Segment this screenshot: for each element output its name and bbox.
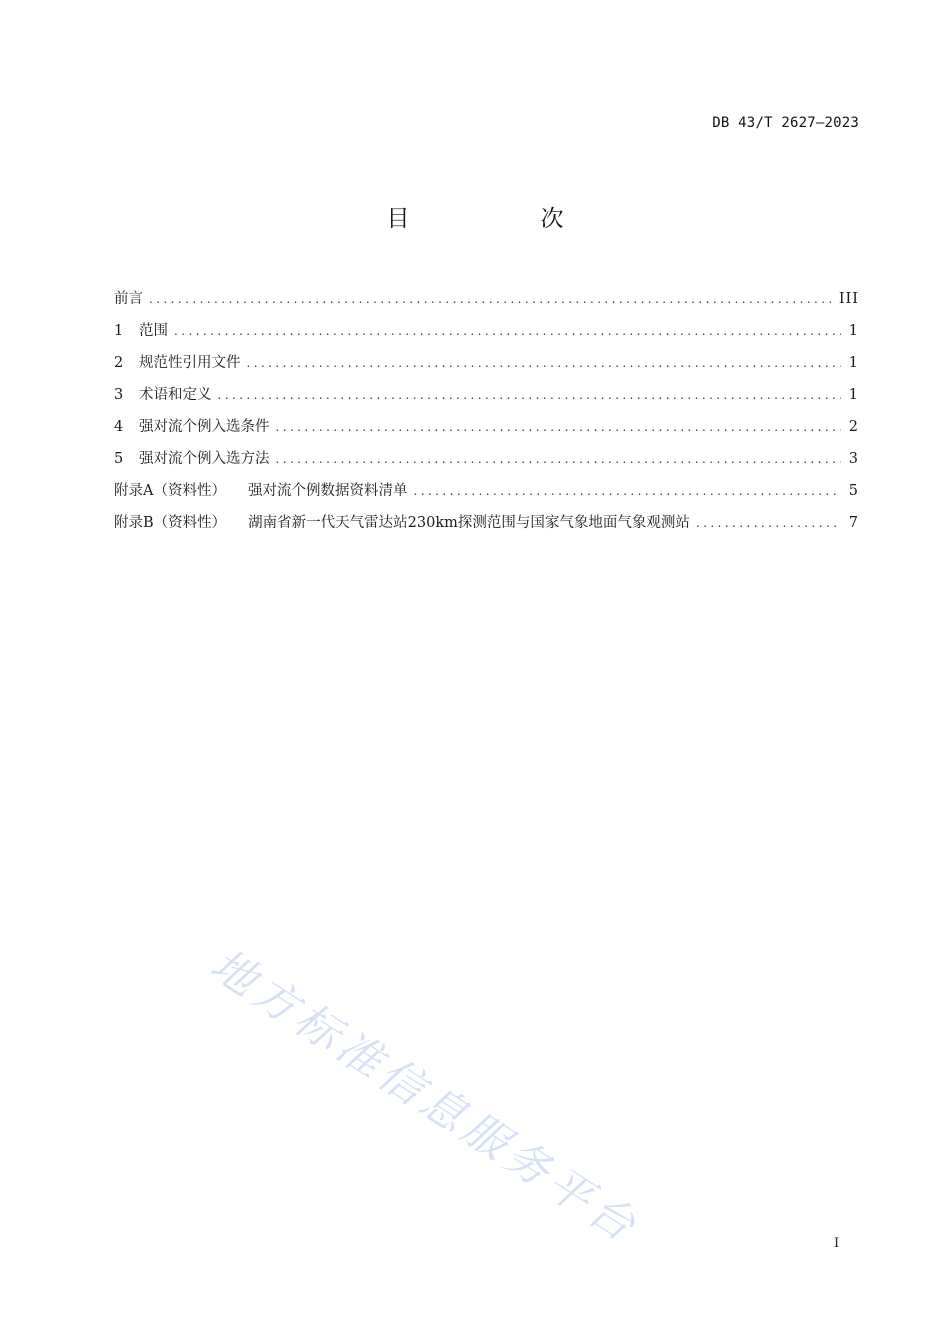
- toc-entry-number: 4: [114, 419, 124, 435]
- toc-entry-text: 范围: [139, 323, 168, 339]
- toc-dot-leader: [149, 292, 831, 306]
- toc-entry-5[interactable]: [114, 447, 859, 479]
- toc-entry-text: 规范性引用文件: [139, 355, 241, 371]
- toc-entry-text: 强对流个例数据资料清单: [247, 483, 408, 499]
- toc-entry-page: 1: [848, 323, 859, 339]
- toc-entry-page: III: [838, 291, 859, 307]
- toc-entry-number: 2: [114, 355, 124, 371]
- toc-entry-foreword[interactable]: [114, 287, 859, 319]
- page-title: 目 次: [386, 206, 618, 232]
- toc-entry-number: 5: [114, 451, 124, 467]
- toc-entry-3[interactable]: [114, 383, 859, 415]
- document-code: DB 43/T 2627—2023: [712, 115, 859, 131]
- watermark: 地方标准信息服务平台: [201, 939, 649, 1255]
- toc-appendix-label: 附录A（资料性）: [114, 483, 226, 499]
- toc-entry-page: 1: [848, 387, 859, 403]
- toc-appendix-label: 附录B（资料性）: [114, 515, 227, 531]
- toc-entry-text: 湖南省新一代天气雷达站230km探测范围与国家气象地面气象观测站: [248, 515, 690, 531]
- toc-dot-leader: [276, 420, 841, 434]
- page-number: I: [834, 1236, 840, 1251]
- toc-dot-leader: [276, 452, 841, 466]
- toc-dot-leader: [413, 484, 840, 498]
- toc-dot-leader: [247, 356, 841, 370]
- toc-entry-appendix-a[interactable]: [114, 479, 859, 511]
- toc-entry-text: 术语和定义: [139, 387, 212, 403]
- toc-entry-2[interactable]: [114, 351, 859, 383]
- toc-entry-text: 强对流个例入选条件: [139, 419, 270, 435]
- toc-dot-leader: [218, 388, 841, 402]
- table-of-contents: [114, 287, 859, 543]
- toc-dot-leader: [696, 516, 841, 530]
- toc-entry-page: 3: [848, 451, 859, 467]
- toc-entry-page: 7: [848, 515, 859, 531]
- toc-dot-leader: [174, 324, 841, 338]
- toc-entry-page: 5: [848, 483, 859, 499]
- toc-entry-text: 前言: [114, 291, 143, 307]
- toc-entry-4[interactable]: [114, 415, 859, 447]
- toc-entry-appendix-b[interactable]: [114, 511, 859, 543]
- toc-entry-page: 1: [848, 355, 859, 371]
- toc-entry-1[interactable]: [114, 319, 859, 351]
- toc-entry-number: 3: [114, 387, 124, 403]
- toc-entry-page: 2: [848, 419, 859, 435]
- toc-entry-text: 强对流个例入选方法: [139, 451, 270, 467]
- toc-entry-number: 1: [114, 323, 124, 339]
